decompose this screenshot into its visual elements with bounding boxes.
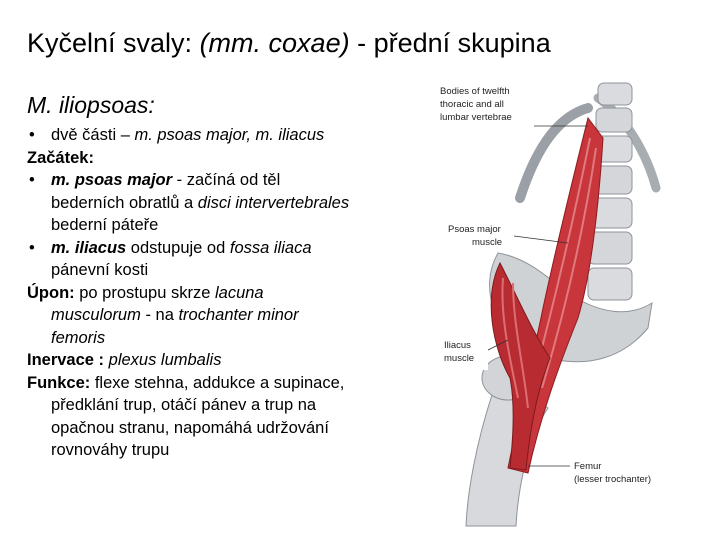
upon-label: Úpon: [27,283,75,302]
text-l1b: m. psoas major, m. iliacus [134,126,325,144]
title-main: Kyčelní svaly: [27,28,200,58]
subtitle: M. iliopsoas: [27,92,155,118]
text-l9b: - na [140,306,179,324]
text-l1a: dvě části – [51,126,135,144]
bullet-psoas [27,169,427,192]
text-l9c: trochanter minor [178,306,299,324]
text-line-7: pánevní kosti [51,261,149,279]
body-text [27,124,427,462]
title-rest: - přední skupina [349,28,551,58]
slide-title [27,28,551,59]
text-line-5: bederní páteře [51,216,159,234]
iliopsoas-illustration [438,78,670,528]
label-femur-1: Femur [574,461,602,472]
label-psoas-2: muscle [472,237,503,248]
bullet-iliacus [27,237,427,260]
text-l4a: bederních obratlů a [51,193,198,212]
upon-b: lacuna [214,283,264,302]
funkce-a: flexe stehna, addukce a supinace, [90,373,345,392]
text-l3c: - začíná od těl [172,171,281,189]
text-l4b: disci intervertebrales [197,193,350,212]
inervace-line [27,349,427,372]
upon-a: po prostupu skrze [74,283,215,302]
text-line-4 [27,192,427,215]
label-iliacus-2: muscle [444,353,475,364]
text-l9a: musculorum [51,306,141,324]
text-line-9 [27,304,427,327]
inervace-value: plexus lumbalis [108,351,222,369]
label-femur-2: (lesser trochanter) [574,474,652,485]
text-line-15: rovnováhy trupu [51,441,170,459]
bullet-icon: • [29,171,35,189]
inervace-label: Inervace : [27,351,109,369]
upon-line [27,282,427,305]
label-vertebrae-1: Bodies of twelfth [440,86,510,97]
text-line-13: předklání trup, otáčí pánev a trup na [51,396,317,414]
bullet-icon: • [29,238,35,257]
text-l6d: fossa iliaca [229,238,312,257]
text-line-14: opačnou stranu, napomáhá udržování [51,418,329,437]
bullet-parts [27,124,427,147]
label-psoas-1: Psoas major [448,224,501,235]
iliacus-term: m. iliacus [51,238,127,257]
funkce-label: Funkce: [27,373,91,392]
text-l10: femoris [51,328,106,347]
label-iliacus-1: Iliacus [444,340,471,351]
text-l6c: odstupuje od [126,238,230,257]
zacatek-heading [27,147,427,170]
label-vertebrae-3: lumbar vertebrae [440,112,512,123]
bullet-icon: • [29,126,35,144]
funkce-line [27,372,427,395]
zacatek-label: Začátek: [27,148,94,167]
text-line-10 [27,327,427,350]
title-italic: (mm. coxae) [199,28,350,58]
label-vertebrae-2: thoracic and all [440,99,504,110]
psoas-term: m. psoas major [51,171,173,189]
